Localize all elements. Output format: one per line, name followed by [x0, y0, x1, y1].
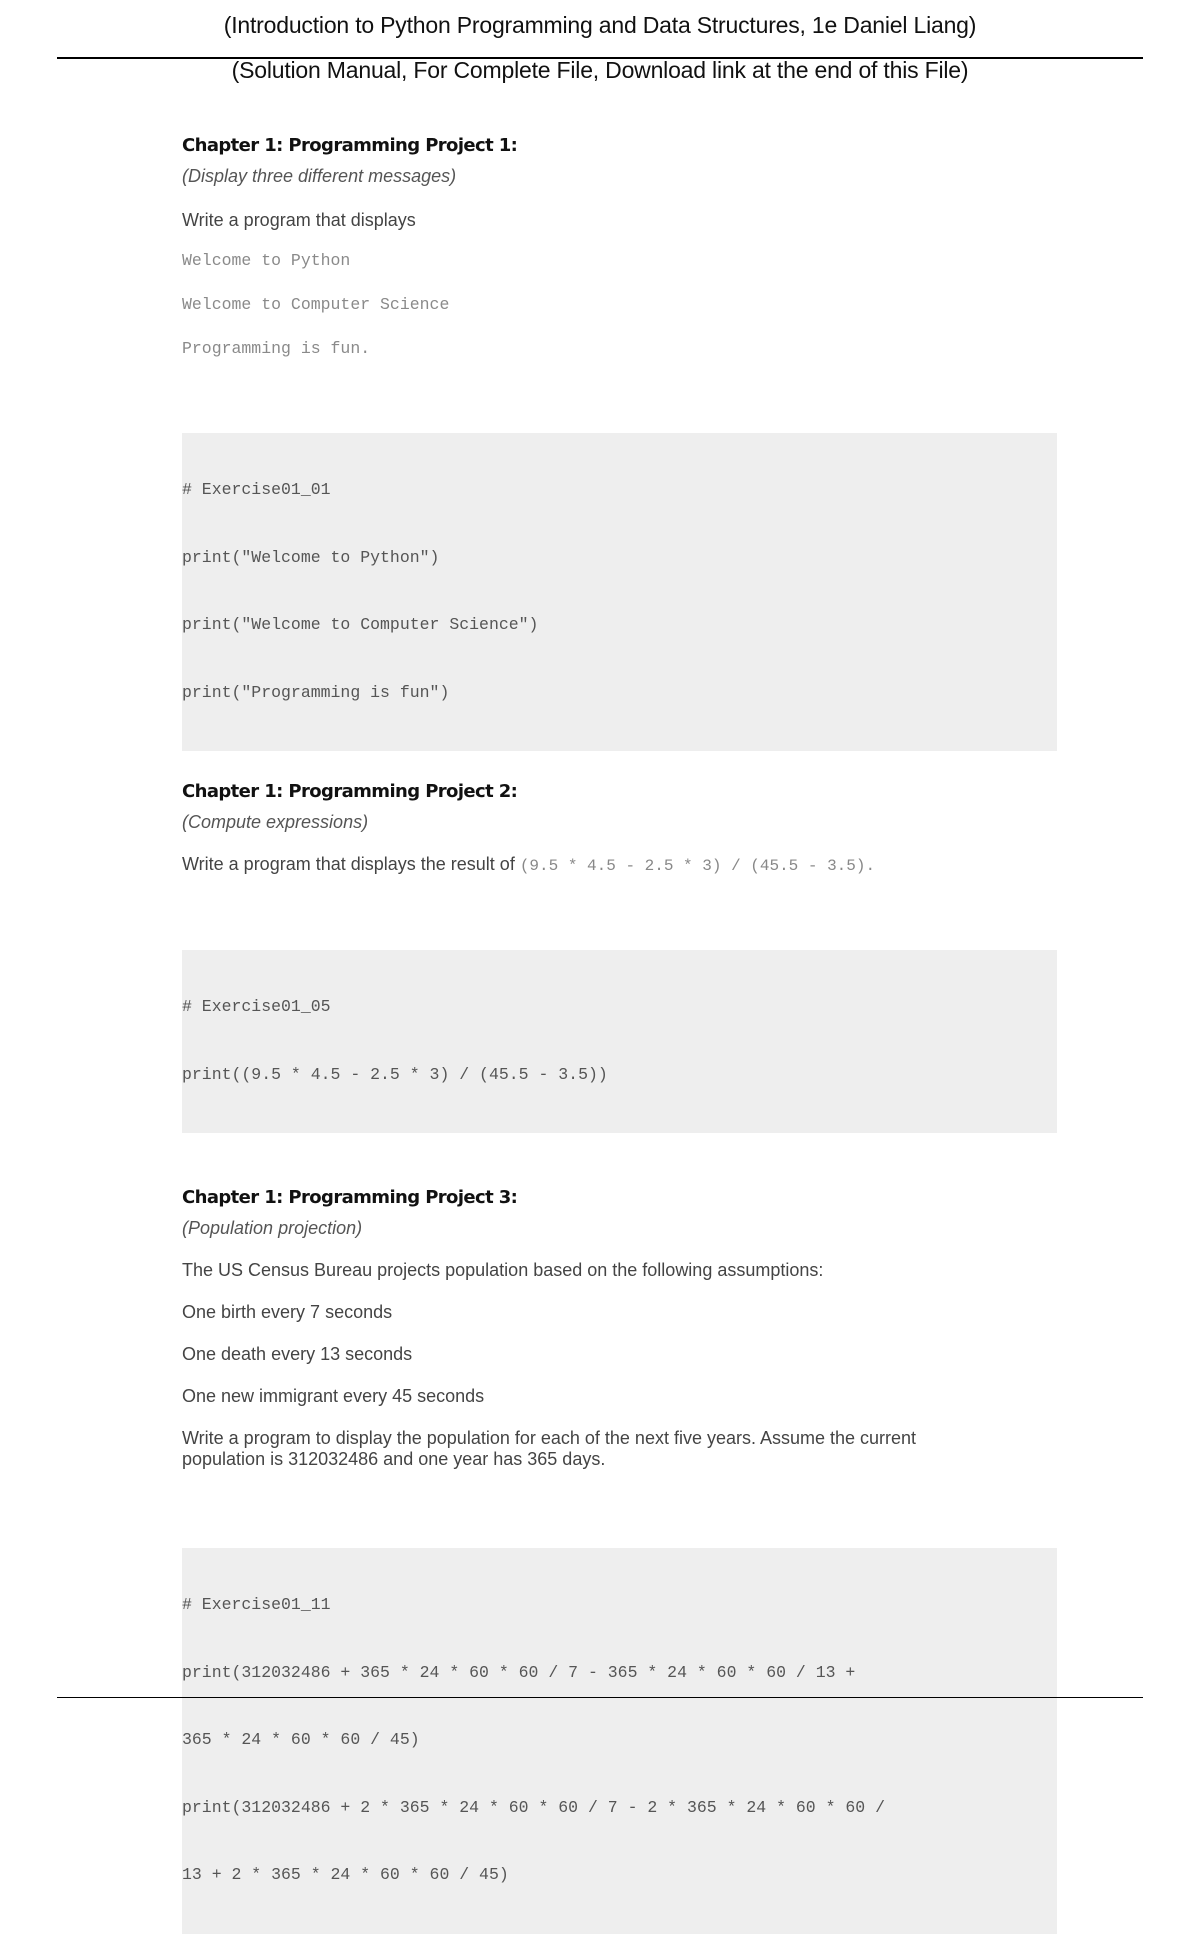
project-title: Chapter 1: Programming Project 3:	[182, 1187, 518, 1208]
paragraph: One birth every 7 seconds	[182, 1302, 393, 1322]
sample-output-line: Welcome to Python	[182, 251, 351, 270]
header-title: (Introduction to Python Programming and Data Structures, 1e Daniel Liang)	[223, 12, 977, 38]
code-block	[182, 1548, 1057, 1934]
task-paragraph	[182, 1428, 1057, 1470]
paragraph: The US Census Bureau projects population based on the following assumptions:	[182, 1260, 824, 1280]
project-2	[182, 779, 1057, 1133]
code-line: print(312032486 + 2 * 365 * 24 * 60 * 60 / 7 - 2 * 365 * 24 * 60 * 60 /	[182, 1797, 886, 1817]
inline-expression: (9.5 * 4.5 - 2.5 * 3) / (45.5 - 3.5).	[519, 857, 876, 875]
code-block	[182, 950, 1057, 1133]
code-line: 365 * 24 * 60 * 60 / 45)	[182, 1730, 420, 1749]
project-intro: Write a program that displays	[182, 210, 416, 230]
project-title: Chapter 1: Programming Project 2:	[182, 781, 518, 802]
document-body	[182, 133, 1057, 1934]
project-subtitle: (Display three different messages)	[182, 166, 457, 186]
code-line: print("Welcome to Computer Science")	[182, 615, 539, 634]
code-line: print("Programming is fun")	[182, 682, 450, 702]
sample-output-line: Welcome to Computer Science	[182, 295, 450, 314]
project-title: Chapter 1: Programming Project 1:	[182, 135, 518, 156]
code-line: # Exercise01_05	[182, 997, 331, 1016]
code-line: print(312032486 + 365 * 24 * 60 * 60 / 7 - 365 * 24 * 60 * 60 / 13 +	[182, 1662, 856, 1682]
paragraph: One new immigrant every 45 seconds	[182, 1386, 485, 1406]
project-subtitle: (Population projection)	[182, 1218, 363, 1238]
paragraph: One death every 13 seconds	[182, 1344, 413, 1364]
code-line: print("Welcome to Python")	[182, 547, 440, 567]
task-line: Write a program to display the population for each of the next five years. Assume the current	[182, 1428, 917, 1448]
footer-divider	[57, 1697, 1143, 1698]
code-line: # Exercise01_01	[182, 480, 331, 499]
task-line: population is 312032486 and one year has 365 days.	[182, 1449, 606, 1469]
code-line: print((9.5 * 4.5 - 2.5 * 3) / (45.5 - 3.5))	[182, 1064, 608, 1084]
project-1	[182, 133, 1057, 751]
intro-text: Write a program that displays the result of	[182, 854, 520, 874]
code-block	[182, 433, 1057, 751]
project-subtitle: (Compute expressions)	[182, 812, 369, 832]
project-3	[182, 1185, 1057, 1934]
code-line: 13 + 2 * 365 * 24 * 60 * 60 / 45)	[182, 1865, 509, 1884]
project-intro	[182, 853, 1057, 877]
header-subtitle: (Solution Manual, For Complete File, Download link at the end of this File)	[231, 57, 969, 83]
sample-output-line: Programming is fun.	[182, 339, 371, 358]
code-line: # Exercise01_11	[182, 1595, 331, 1614]
